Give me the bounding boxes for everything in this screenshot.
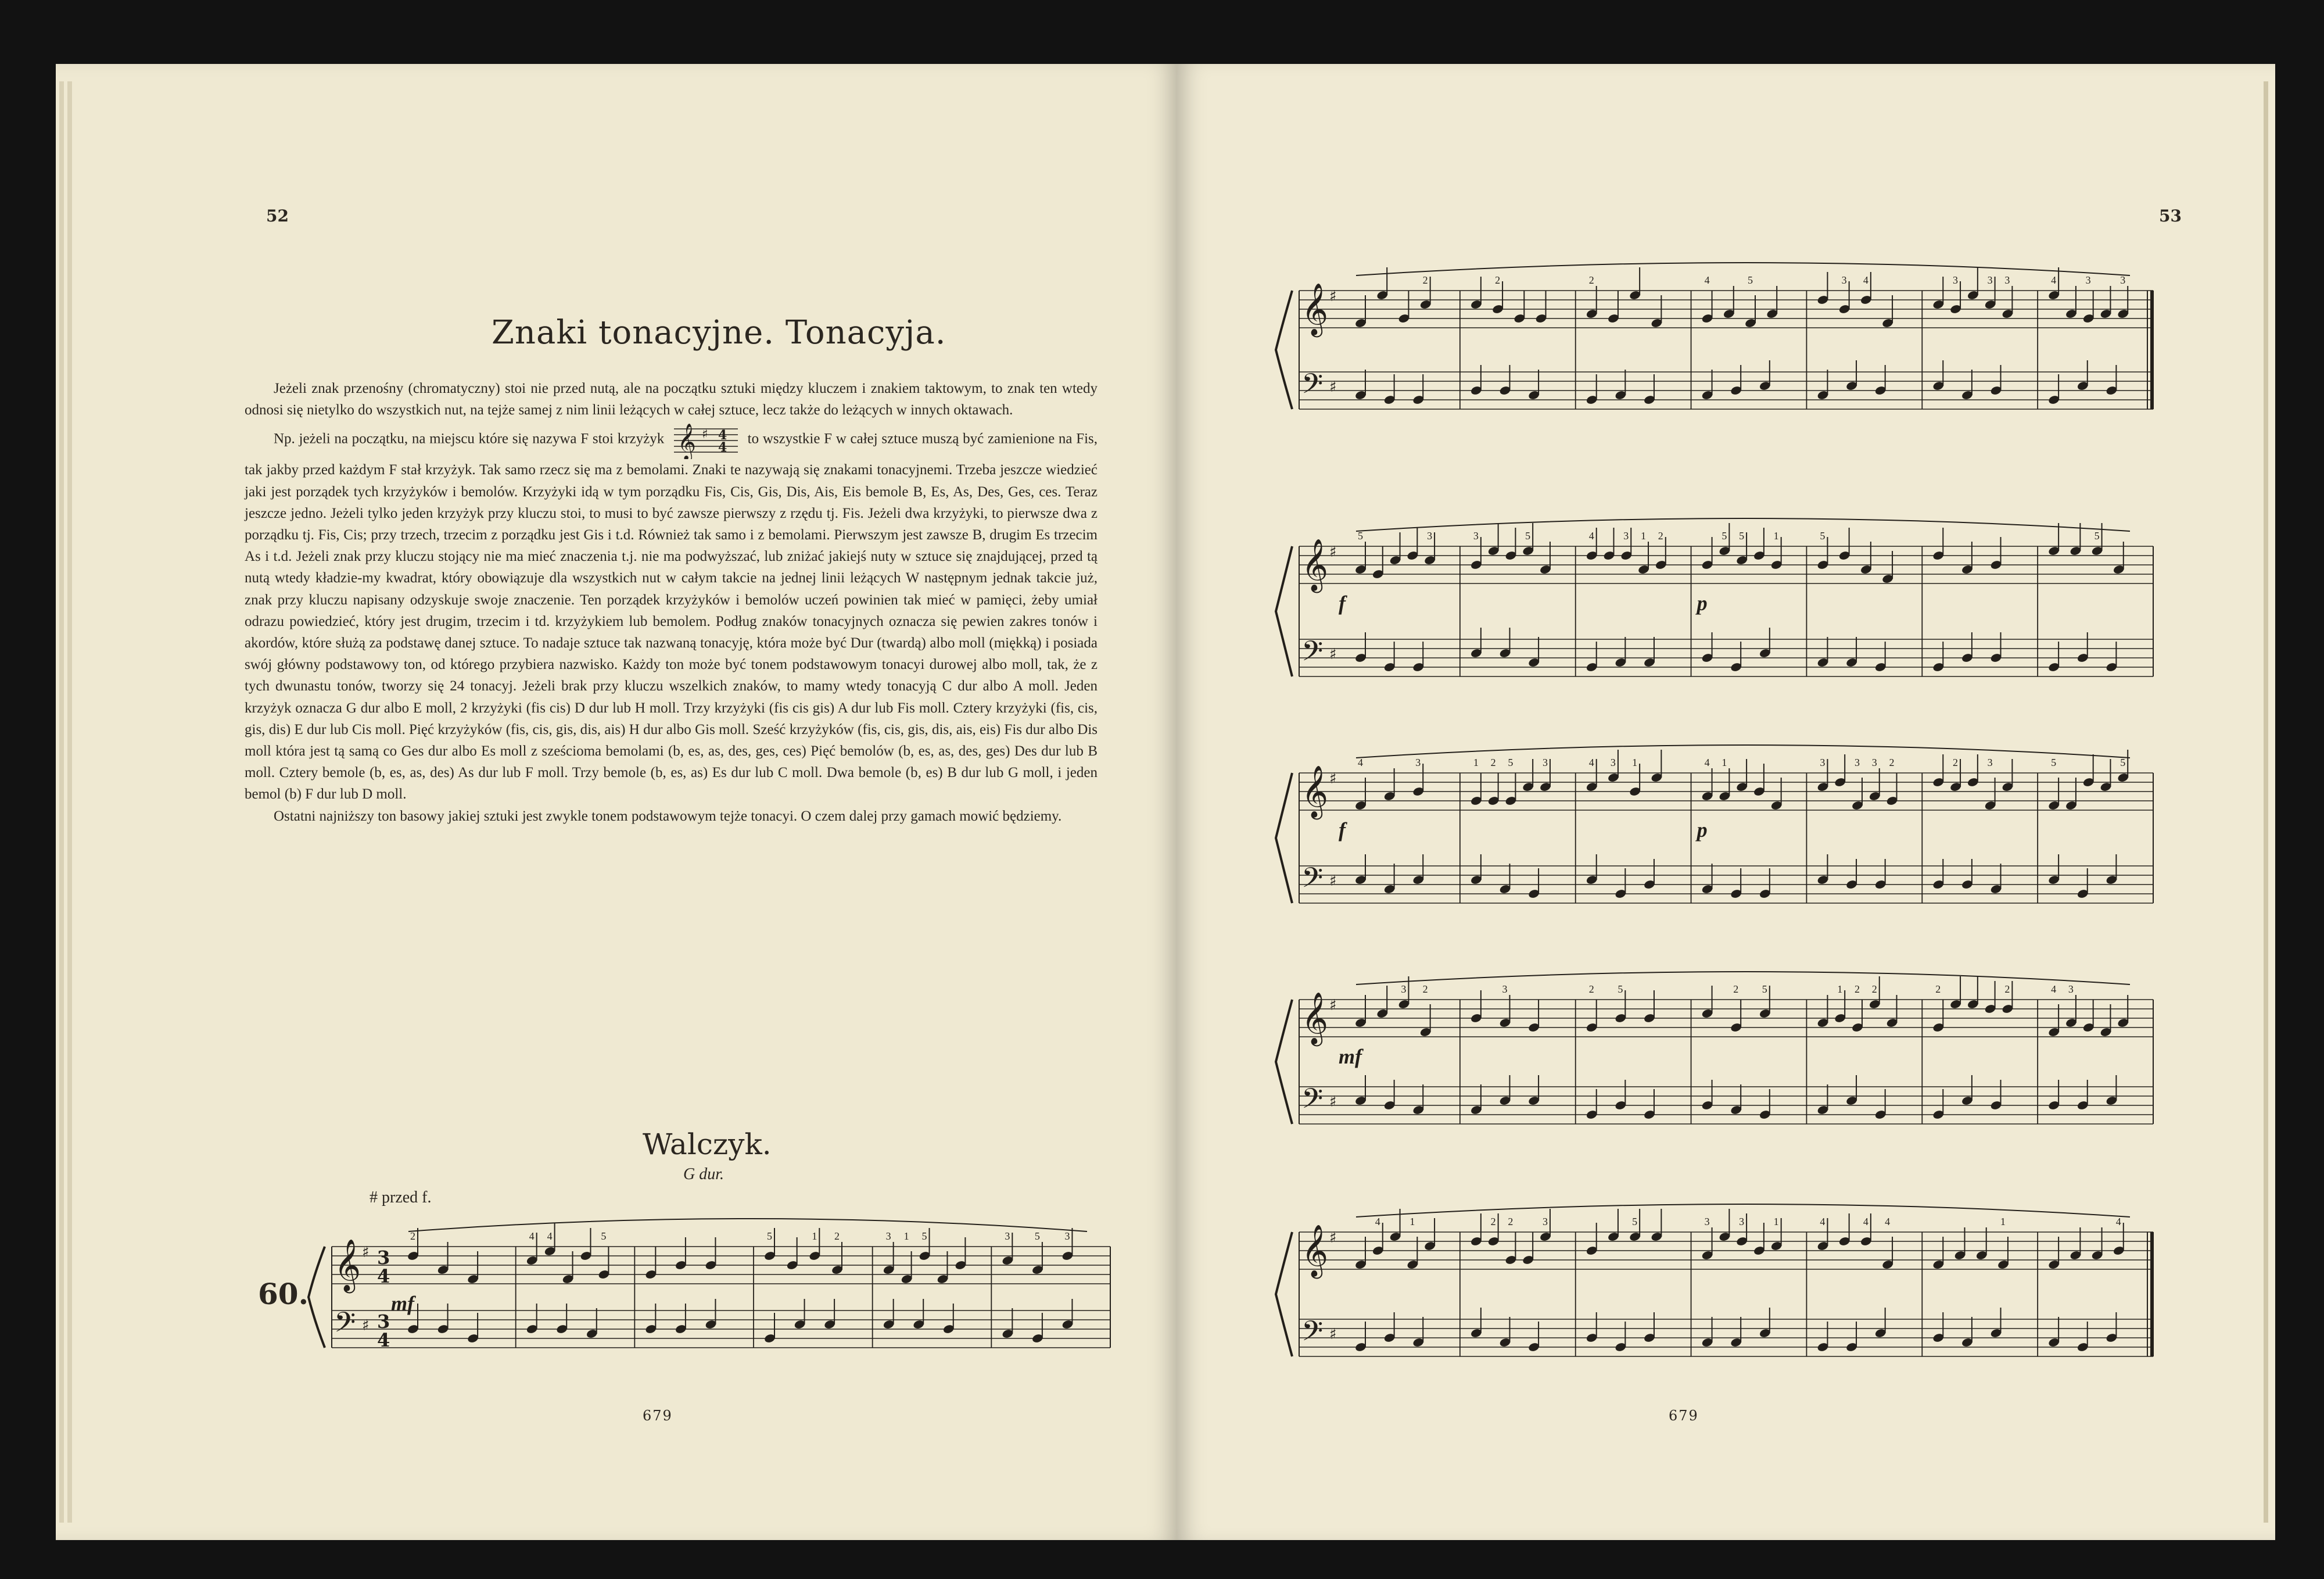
fingering-number: 2: [1495, 274, 1501, 286]
page-edge: [67, 81, 72, 1523]
fingering-number: 3: [2085, 274, 2091, 286]
piece-title: Walczyk.: [643, 1127, 772, 1161]
piece-number: 60.: [258, 1277, 309, 1311]
dynamic-marking: p: [1697, 592, 1708, 615]
brace: [1276, 1232, 1292, 1356]
fingering-number: 3: [1427, 530, 1433, 542]
sharp-icon: ♯: [1329, 543, 1337, 561]
fingering-number: 5: [1358, 530, 1363, 542]
staff-group: [1276, 1204, 2153, 1356]
bass-clef-icon: 𝄢: [1301, 367, 1324, 407]
fingering-number: 2: [1854, 983, 1860, 995]
treble-clef-icon: 𝄞: [1301, 1224, 1329, 1277]
fingering-number: 1: [1632, 757, 1638, 768]
sharp-icon: ♯: [362, 1244, 370, 1261]
fingering-number: 2: [1953, 757, 1959, 768]
paragraph-text: to wszystkie F w całej sztuce muszą być zamienione na Fis, tak jakby przed każdym F stał krzyżyk. Tak samo rzecz się ma z bemolami. Znaki te nazywają się znakami tonacyjnemi. Trzeba jeszcze wiedzieć jaki jest porządek tych krzyżyków i bemolów. Krzyżyki idą w tym porządku Fis, Cis, Gis, Dis, Ais, Eis bemole B, Es, As, Des, Ges, ces. Teraz jeszcze jedno. Jeżeli tylko jeden krzyżyk przy kluczu stoi, to musi to być zawsze pierwszy z rzędu tj. Fis. Jeżeli dwa krzyżyki, to pierwsze dwa z porządku tj. Fis, Cis; przy trzech, trzecim z porządku jest Gis i t.d. Również tak samo i z bemolami. Pierwszym jest zawsze B, drugim Es trzecim As i t.d. Jeżeli znak przy kluczu stojący nie ma mieć znaczenia t.j. nie ma podwyższać, lub zniżać jakiejś nuty w sztuce się znajdującej, przed tą nutą wtedy kładzie-my kwadrat, który obowiązuje dla wszystkich nut w całym takcie na jednej linii leżących W następnym jednak takcie już, znak przy kluczu napisany odzyskuje swoje znaczenie. Ten porządek krzyżyków i bemolów uczeń powinien tak mieć w pamięci, żeby umiał odrazu powiedzieć, który jest drugim, trzecim i td. krzyżykiem lub bemolem. Podług znaków tonacyjnych oznacza się pewien zakres tonów i akordów, które służą za podstawę danej sztuce. To nadaje sztuce tak nazwaną tonacyję, która może być Dur (twardą) albo moll (miękką) i posiada swój główny podstawowy ton, od którego przybiera nazwisko. Każdy ton może być tonem podstawowym tonacyi durowej albo moll, tak, że z tych dwunastu tonów, tworzy się 24 tonacyj. Jeżeli brak przy kluczu wszelkich znaków, to mamy wtedy tonacyją C dur albo A moll. Jeden krzyżyk oznacza G dur albo E moll, 2 krzyżyki (fis cis) D dur lub H moll. Trzy krzyżyki (fis cis gis) A dur lub Fis moll. Cztery krzyżyki (fis, cis, gis, dis) E dur lub Cis moll. Pięć krzyżyków (fis, cis, gis, dis, ais) H dur albo Gis moll. Sześć krzyżyków (fis, cis, gis, dis, ais, eis) Fis dur albo Dis moll która jest tą samą co Ges dur albo Es moll z sześcioma bemolami (b, es, as, des, ges, ces) Pięć bemolów (b, es, as, des, ges) Des dur lub B moll. Cztery bemole (b, es, as, des) As dur lub F moll. Trzy bemole (b, es, as) Es dur lub C moll. Dwa bemole (b, es) B dur lub G moll, i jeden bemol (b) F dur lub D moll.: [245, 431, 1098, 803]
fingering-number: 2: [1935, 983, 1941, 995]
slur: [1356, 263, 2130, 275]
fingering-number: 4: [1704, 274, 1710, 286]
brace: [1276, 291, 1292, 409]
fingering-number: 1: [903, 1230, 909, 1242]
treble-clef-icon: 𝄞: [334, 1239, 361, 1291]
music-system: [1264, 256, 2159, 430]
paragraph-text: Np. jeżeli na początku, na miejscu które się nazywa F stoi krzyżyk: [274, 431, 665, 447]
fingering-number: 2: [2004, 983, 2010, 995]
fingering-number: 2: [1422, 983, 1428, 995]
page-number: 53: [2159, 206, 2182, 225]
music-system: [1264, 709, 2159, 930]
treble-clef-icon: 𝄞: [1301, 765, 1329, 818]
time-signature-digit: 3: [377, 1247, 390, 1269]
fingering-number: 3: [1987, 757, 1993, 768]
fingering-number: 5: [601, 1230, 607, 1242]
fingering-number: 3: [1739, 1216, 1745, 1227]
fingering-number: 2: [1889, 757, 1895, 768]
sharp-icon: ♯: [1329, 1326, 1337, 1343]
fingering-number: 3: [1502, 983, 1508, 995]
treble-clef-key-signature-icon: [674, 421, 738, 459]
brace: [1276, 546, 1292, 676]
svg-text:♯: ♯: [701, 427, 708, 442]
fingering-number: 5: [2094, 530, 2100, 542]
staff-group: [1276, 518, 2153, 676]
treble-clef-icon: 𝄞: [1301, 283, 1329, 335]
music-system: [303, 1223, 1116, 1374]
svg-text:4: 4: [718, 428, 727, 443]
music-system: [1264, 1168, 2159, 1377]
fingering-number: 3: [1987, 274, 1993, 286]
fingering-number: 1: [2000, 1216, 2006, 1227]
fingering-number: 3: [1610, 757, 1616, 768]
fingering-number: 1: [1773, 1216, 1779, 1227]
page-edge: [2264, 81, 2268, 1523]
fingering-number: 4: [1588, 757, 1594, 768]
svg-text:𝄞: 𝄞: [677, 423, 696, 460]
fingering-number: 4: [529, 1230, 535, 1242]
fingering-number: 3: [1401, 983, 1407, 995]
fingering-number: 3: [1854, 757, 1860, 768]
brace: [309, 1247, 325, 1348]
fingering-number: 2: [1422, 274, 1428, 286]
slur: [1356, 518, 2130, 531]
fingering-number: 4: [1375, 1216, 1380, 1227]
fingering-number: 4: [2051, 274, 2057, 286]
time-signature-digit: 4: [377, 1265, 390, 1287]
fingering-number: 3: [2120, 274, 2126, 286]
music-system: [1264, 482, 2159, 692]
fingering-number: 4: [2051, 983, 2057, 995]
fingering-number: 3: [1953, 274, 1959, 286]
page-edge: [59, 81, 64, 1523]
fingering-number: 4: [1358, 757, 1363, 768]
page-number: 52: [266, 206, 289, 225]
slur: [1356, 972, 2130, 984]
fingering-number: 3: [2068, 983, 2074, 995]
fingering-number: 3: [885, 1230, 891, 1242]
fingering-number: 5: [1525, 530, 1531, 542]
fingering-number: 5: [2120, 757, 2126, 768]
music-system: [1264, 936, 2159, 1145]
slur: [1356, 745, 2130, 758]
key-note: # przed f.: [370, 1188, 432, 1206]
fingering-number: 4: [1588, 530, 1594, 542]
fingering-number: 2: [1588, 983, 1594, 995]
fingering-number: 4: [1863, 1216, 1868, 1227]
footer-number: 679: [643, 1408, 673, 1424]
bass-clef-icon: 𝄢: [1301, 635, 1324, 674]
sharp-icon: ♯: [1329, 288, 1337, 305]
fingering-number: 5: [921, 1230, 927, 1242]
bass-clef-icon: 𝄢: [334, 1306, 356, 1345]
paragraph: Jeżeli znak przenośny (chromatyczny) stoi nie przed nutą, ale na początku sztuki między kluczem i znakiem taktowym, to znak ten wtedy odnosi się nietylko do wszystkich nut, na tejże samej z nim linii leżących w całej sztuce, lecz także do leżących w innych oktawach.: [245, 381, 1098, 418]
sharp-icon: ♯: [362, 1317, 370, 1334]
fingering-number: 3: [2004, 274, 2010, 286]
paragraph: Ostatni najniższy ton basowy jakiej sztuki jest zwykle tonem podstawowym tejże tonacyi. O czem dalej przy gamach mowić będziemy.: [274, 808, 1062, 824]
fingering-number: 3: [1704, 1216, 1710, 1227]
fingering-number: 1: [1641, 530, 1647, 542]
piece-key: G dur.: [683, 1165, 725, 1183]
fingering-number: 5: [1748, 274, 1753, 286]
dynamic-marking: mf: [391, 1292, 414, 1315]
sharp-icon: ♯: [1329, 1229, 1337, 1247]
fingering-number: 5: [1034, 1230, 1040, 1242]
fingering-number: 3: [1415, 757, 1421, 768]
fingering-number: 4: [1820, 1216, 1826, 1227]
sharp-icon: ♯: [1329, 997, 1337, 1014]
fingering-number: 2: [1508, 1216, 1514, 1227]
sharp-icon: ♯: [1329, 872, 1337, 890]
fingering-number: 5: [767, 1230, 772, 1242]
staff-group: [309, 1219, 1110, 1351]
sharp-icon: ♯: [1329, 770, 1337, 787]
svg-text:4: 4: [718, 440, 727, 456]
dynamic-marking: f: [1339, 592, 1346, 615]
time-signature-digit: 4: [377, 1329, 390, 1351]
sharp-icon: ♯: [1329, 378, 1337, 396]
dynamic-marking: f: [1339, 818, 1346, 842]
paragraph: [245, 421, 1098, 805]
fingering-number: 3: [1841, 274, 1847, 286]
staff-group: [1276, 263, 2153, 409]
fingering-number: 2: [410, 1230, 415, 1242]
treble-clef-icon: 𝄞: [1301, 539, 1329, 591]
fingering-number: 2: [1871, 983, 1877, 995]
open-book: [56, 64, 2275, 1540]
fingering-number: 5: [1739, 530, 1745, 542]
bass-clef-icon: 𝄢: [1301, 1082, 1324, 1122]
fingering-number: 3: [1064, 1230, 1070, 1242]
dynamic-marking: mf: [1339, 1045, 1362, 1068]
treble-clef-icon: 𝄞: [1301, 992, 1329, 1044]
fingering-number: 5: [1508, 757, 1514, 768]
fingering-number: 4: [1704, 757, 1710, 768]
time-signature-digit: 3: [377, 1311, 390, 1333]
fingering-number: 1: [1837, 983, 1843, 995]
slur: [408, 1219, 1087, 1231]
fingering-number: 1: [1722, 757, 1727, 768]
slur: [1356, 1204, 2130, 1217]
fingering-number: 2: [1733, 983, 1739, 995]
fingering-number: 5: [1632, 1216, 1638, 1227]
fingering-number: 3: [1473, 530, 1479, 542]
fingering-number: 1: [1773, 530, 1779, 542]
right-page: [1177, 64, 2275, 1540]
fingering-number: 3: [1871, 757, 1877, 768]
brace: [1276, 1000, 1292, 1124]
fingering-number: 4: [1885, 1216, 1891, 1227]
fingering-number: 1: [1410, 1216, 1415, 1227]
sharp-icon: ♯: [1329, 646, 1337, 663]
fingering-number: 3: [1005, 1230, 1010, 1242]
sharp-icon: ♯: [1329, 1093, 1337, 1111]
fingering-number: 3: [1542, 757, 1548, 768]
fingering-number: 3: [1623, 530, 1629, 542]
fingering-number: 1: [812, 1230, 817, 1242]
fingering-number: 3: [1542, 1216, 1548, 1227]
fingering-number: 2: [834, 1230, 840, 1242]
fingering-number: 5: [2051, 757, 2057, 768]
footer-number: 679: [1669, 1408, 1699, 1424]
brace: [1276, 773, 1292, 903]
fingering-number: 2: [1490, 757, 1496, 768]
fingering-number: 5: [1618, 983, 1623, 995]
fingering-number: 1: [1473, 757, 1479, 768]
body-text: [245, 378, 1098, 827]
fingering-number: 2: [1658, 530, 1663, 542]
fingering-number: 2: [1588, 274, 1594, 286]
bass-clef-icon: 𝄢: [1301, 861, 1324, 901]
fingering-number: 5: [1762, 983, 1767, 995]
page-title: Znaki tonacyjne. Tonacyja.: [492, 314, 946, 352]
staff-group: [1276, 745, 2153, 903]
fingering-number: 4: [547, 1230, 553, 1242]
staff-group: [1276, 972, 2153, 1124]
fingering-number: 4: [1863, 274, 1868, 286]
bass-clef-icon: 𝄢: [1301, 1315, 1324, 1354]
fingering-number: 5: [1722, 530, 1727, 542]
dynamic-marking: p: [1697, 818, 1708, 842]
fingering-number: 5: [1820, 530, 1826, 542]
fingering-number: 2: [1490, 1216, 1496, 1227]
fingering-number: 3: [1820, 757, 1826, 768]
fingering-number: 4: [2115, 1216, 2121, 1227]
left-page: [56, 64, 1177, 1540]
